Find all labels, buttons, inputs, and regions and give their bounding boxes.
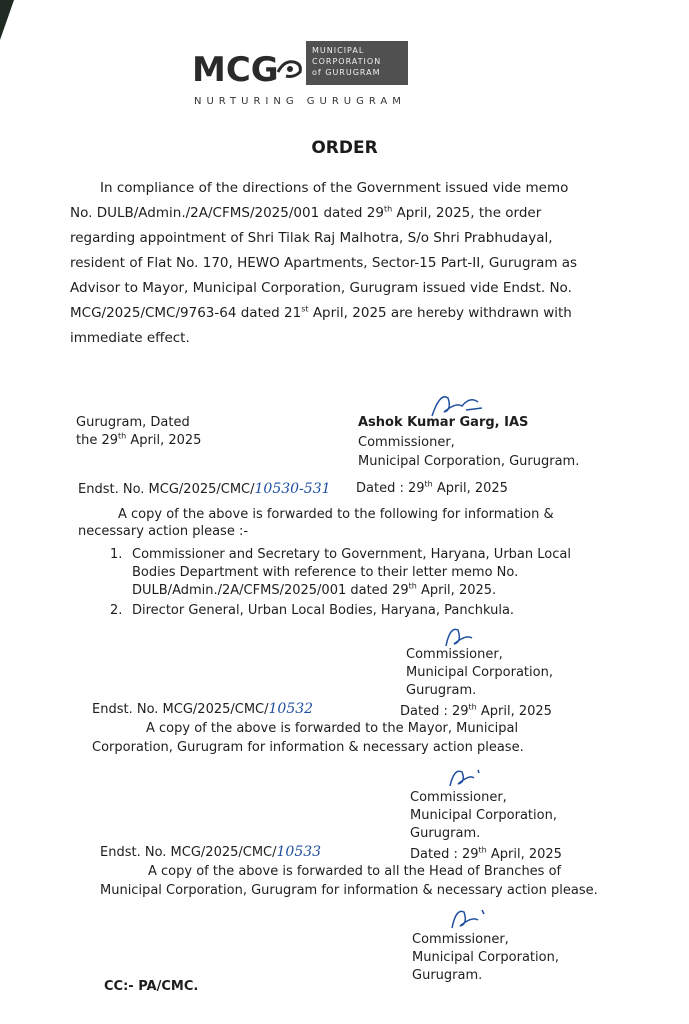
logo-box-line: CORPORATION (312, 57, 382, 66)
list-item: Commissioner and Secretary to Government, Haryana, Urban Local (132, 547, 571, 562)
cc-line: CC:- PA/CMC. (104, 979, 199, 994)
endst-number-1: Endst. No. MCG/2025/CMC/10530-531 (78, 481, 331, 497)
signatory-org: Municipal Corporation, Gurugram. (358, 454, 580, 469)
list-item: Bodies Department with reference to their letter memo No. (132, 565, 519, 580)
signature-initials (444, 764, 484, 792)
order-line: Advisor to Mayor, Municipal Corporation, Gurugram issued vide Endst. No. (70, 280, 572, 296)
endst-date-2: Dated : 29th April, 2025 (400, 702, 552, 719)
signature-initials (446, 904, 490, 934)
handwritten-number: 10530-531 (254, 481, 331, 497)
order-line: No. DULB/Admin./2A/CFMS/2025/001 dated 29th April, 2025, the order (70, 204, 542, 221)
list-item-num: 1. (110, 547, 123, 562)
endst-text-3: A copy of the above is forwarded to all the Head of Branches of (148, 864, 562, 879)
commissioner-sig-line: Commissioner, (410, 790, 507, 805)
commissioner-sig-line: Gurugram. (406, 683, 477, 698)
endst-text-2: Corporation, Gurugram for information & necessary action please. (92, 740, 524, 755)
endst-intro-1: A copy of the above is forwarded to the following for information & (118, 507, 554, 522)
order-line: MCG/2025/CMC/9763-64 dated 21st April, 2025 are hereby withdrawn with (70, 304, 572, 321)
logo-box-line: of GURUGRAM (312, 68, 381, 77)
logo-tagline: NURTURING GURUGRAM (194, 96, 406, 107)
commissioner-sig-line: Commissioner, (406, 647, 503, 662)
commissioner-sig-line: Municipal Corporation, (406, 665, 553, 680)
endst-number-3: Endst. No. MCG/2025/CMC/10533 (100, 844, 322, 860)
logo-box-line: MUNICIPAL (312, 46, 365, 55)
signatory-title: Commissioner, (358, 435, 455, 450)
order-paragraph (70, 176, 610, 351)
endst-text-2: A copy of the above is forwarded to the Mayor, Municipal (146, 721, 519, 736)
order-line: resident of Flat No. 170, HEWO Apartments, Sector-15 Part-II, Gurugram as (70, 255, 578, 271)
logo-mcg-text: MCG (192, 50, 279, 90)
order-line: regarding appointment of Shri Tilak Raj Malhotra, S/o Shri Prabhudayal, (70, 230, 553, 246)
endst-number-2: Endst. No. MCG/2025/CMC/10532 (92, 701, 314, 717)
commissioner-sig-line: Commissioner, (412, 932, 509, 947)
handwritten-number: 10532 (268, 701, 314, 717)
order-line: In compliance of the directions of the Government issued vide memo (100, 180, 569, 196)
list-item: DULB/Admin./2A/CFMS/2025/001 dated 29th April, 2025. (132, 581, 497, 598)
list-item-num: 2. (110, 603, 123, 618)
endst-text-3: Municipal Corporation, Gurugram for information & necessary action please. (100, 883, 598, 898)
commissioner-sig-line: Gurugram. (412, 968, 483, 983)
order-title: ORDER (311, 138, 378, 158)
commissioner-sig-line: Municipal Corporation, (412, 950, 559, 965)
endst-intro-2: necessary action please :- (78, 524, 249, 539)
list-item: Director General, Urban Local Bodies, Haryana, Panchkula. (132, 603, 515, 618)
endst-date-3: Dated : 29th April, 2025 (410, 845, 562, 862)
order-date: the 29th April, 2025 (76, 431, 202, 448)
place-dated: Gurugram, Dated (76, 415, 190, 430)
order-line: immediate effect. (70, 330, 190, 346)
endst-date-1: Dated : 29th April, 2025 (356, 479, 508, 496)
signatory-name: Ashok Kumar Garg, IAS (358, 415, 529, 430)
logo-emblem-icon (276, 58, 304, 80)
commissioner-sig-line: Gurugram. (410, 826, 481, 841)
logo-municipal-box (306, 41, 408, 85)
commissioner-sig-line: Municipal Corporation, (410, 808, 557, 823)
handwritten-number: 10533 (276, 844, 322, 860)
scan-corner-shadow (0, 0, 14, 40)
